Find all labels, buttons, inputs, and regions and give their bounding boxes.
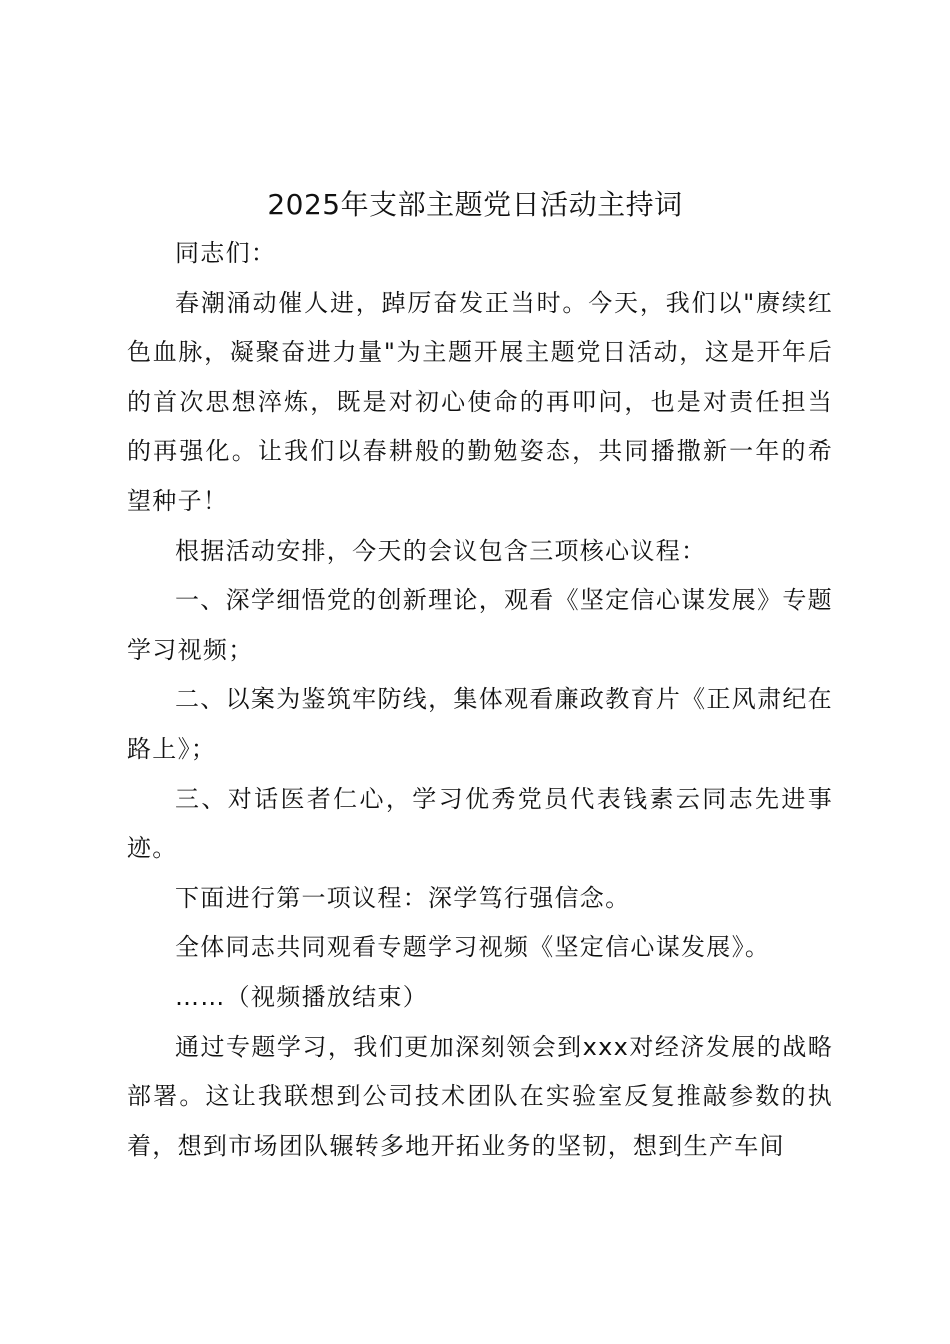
paragraph-agenda-item-3: 三、对话医者仁心，学习优秀党员代表钱素云同志先进事迹。: [127, 784, 833, 863]
paragraph-reflection: 通过专题学习，我们更加深刻领会到xxx对经济发展的战略部署。这让我联想到公司技术团队在实验室反复推敲参数的执着，想到市场团队辗转多地开拓业务的坚韧，想到生产车间: [127, 1032, 833, 1160]
paragraph-greeting: 同志们：: [175, 239, 277, 267]
paragraph-video-watch: 全体同志共同观看专题学习视频《坚定信心谋发展》。: [175, 933, 771, 962]
paragraph-agenda-item-2: 二、以案为鉴筑牢防线，集体观看廉政教育片《正风肃纪在路上》；: [127, 685, 833, 763]
document-body: [127, 229, 833, 1171]
paragraph-video-end: ……（视频播放结束）: [175, 982, 428, 1011]
paragraph-agenda-item-1: 一、深学细悟党的创新理论，观看《坚定信心谋发展》专题学习视频；: [127, 586, 833, 664]
paragraph-agenda-intro: 根据活动安排，今天的会议包含三项核心议程：: [175, 536, 707, 565]
document-title: 2025年支部主题党日活动主持词: [267, 188, 683, 221]
paragraph-opening: 春潮涌动催人进，踔厉奋发正当时。今天，我们以"赓续红色血脉，凝聚奋进力量"为主题开展主题党日活动，这是开年后的首次思想淬炼，既是对初心使命的再叩问，也是对责任担当的再强化。让我们以春耕般的勤勉姿态，共同播撒新一年的希望种子！: [127, 288, 833, 515]
paragraph-first-agenda: 下面进行第一项议程：深学笃行强信念。: [175, 883, 631, 912]
